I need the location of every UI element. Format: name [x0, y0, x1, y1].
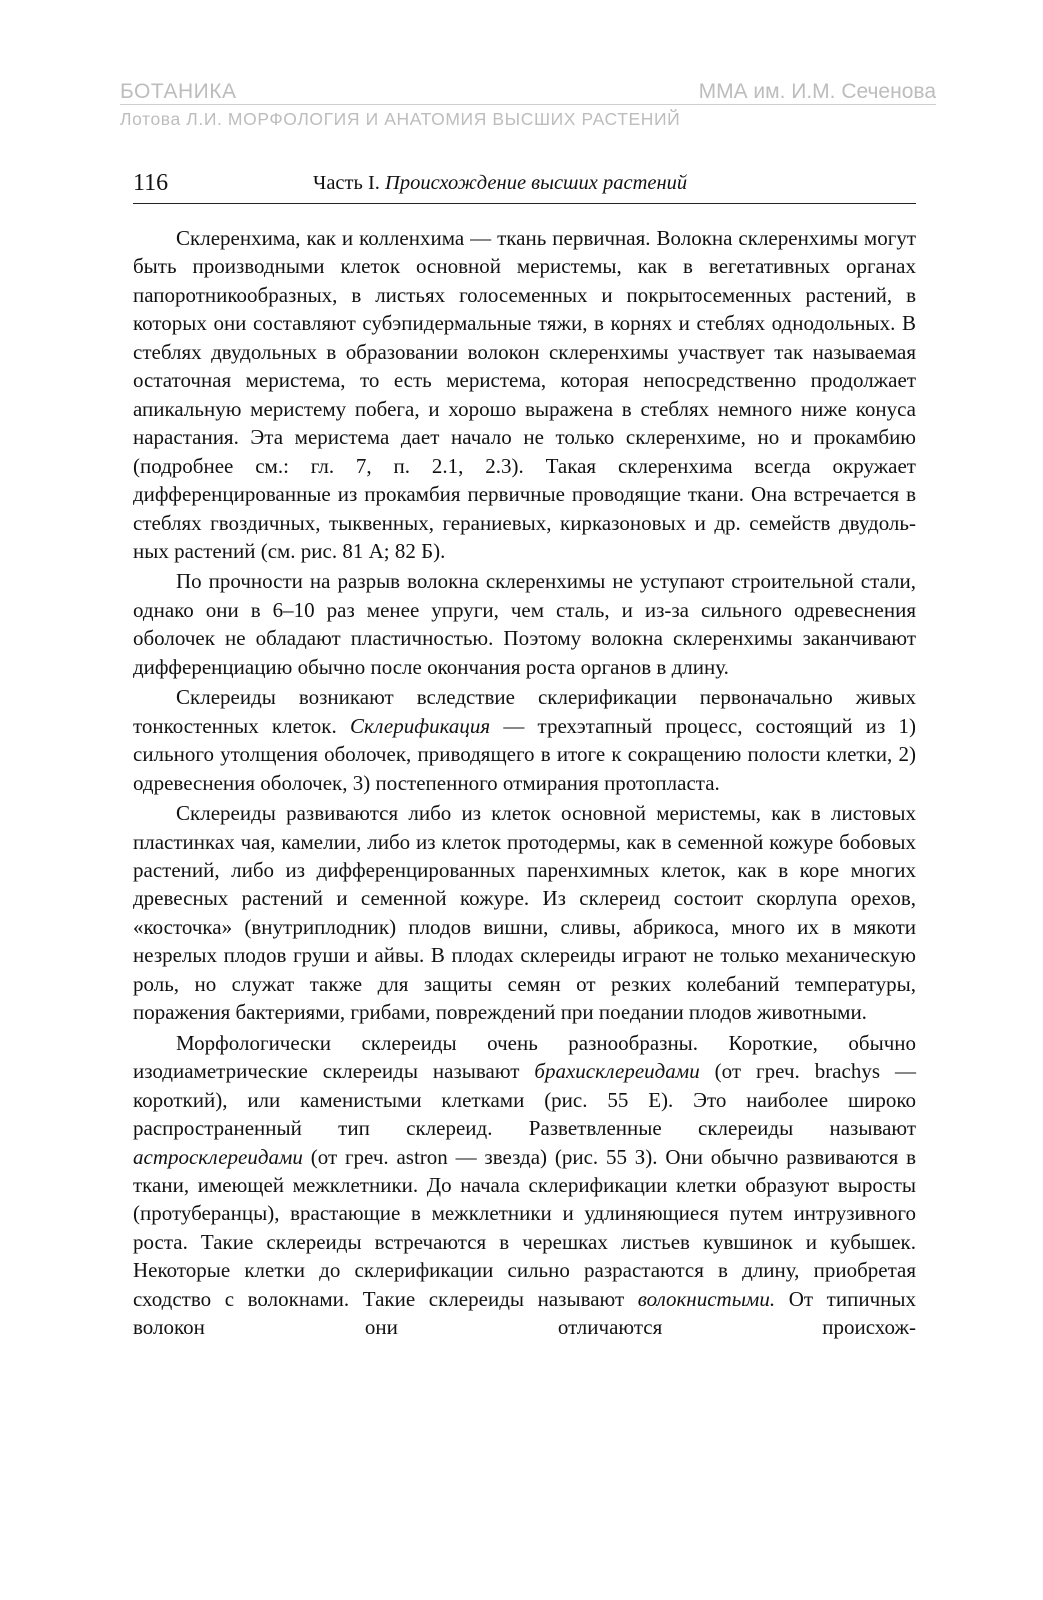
paragraph-sclereid-types [133, 1029, 916, 1342]
term-astrosclereids: астросклереидами [133, 1144, 303, 1169]
running-header [133, 170, 916, 204]
term-fibrous: волокнистыми. [637, 1286, 776, 1311]
paragraph-strength: По прочности на разрыв волокна склеренхимы не уступают строительной стали, однако они в 6–10 раз менее упруги, чем сталь, и из-за сильного одревеснения оболочек не обладают пластичностью. Поэтому волокна склеренхимы заканчивают дифференциацию обычно после окончания роста органов в длину. [133, 569, 916, 679]
header-rule [133, 203, 916, 204]
part-label: Часть I. [313, 172, 380, 194]
watermark-subject: БОТАНИКА [120, 80, 237, 103]
term-brachysclereids: брахисклереидами [534, 1059, 700, 1084]
watermark-book-title: Лотова Л.И. МОРФОЛОГИЯ И АНАТОМИЯ ВЫСШИХ РАСТЕНИЙ [120, 109, 681, 129]
part-title: Происхождение высших растений [385, 172, 688, 194]
term-sclerification: Склерификация [349, 713, 491, 738]
paragraph-sclerification [133, 683, 916, 797]
paragraph-text: Морфологически склереиды очень разнообразны. Короткие, обычно изодиаметрические склереиды называют [133, 1030, 916, 1084]
watermark-institution: ММА им. И.М. Сеченова [698, 80, 936, 103]
paragraph-sclerenchyma: Склеренхима, как и колленхима — ткань первичная. Волокна склеренхимы могут быть производными клеток основной меристемы, как в вегетативных органах папоротникообразных, в листьях голосеменных и покрытосеменных растений, в которых они составляют субэпидермальные тяжи, в корнях и стеблях однодольных. В стеблях двудольных в образовании волокон склеренхимы участвует так называемая остаточная меристема, то есть меристема, которая непосредственно продолжает апикальную меристему побега, и хорошо выражена в стеблях немного ниже конуса нарастания. Эта меристема дает начало не только склеренхиме, но и прокамбию (подробнее см.: гл. 7, п. 2.1, 2.3). Такая склеренхима всегда окружает дифференцированные из прокамбия первичные проводящие ткани. Она встречается в стеблях гвоздичных, тыквенных, гераниевых, кирказоновых и др. семейств двудольных растений (см. рис. 81 А; 82 Б). [133, 226, 916, 563]
paragraph-sclereid-origin: Склереиды развиваются либо из клеток основной меристемы, как в листовых пластинках чая, камелии, либо из клеток протодермы, как в семенной кожуре бобовых растений, либо из дифференцированных паренхимных клеток, как в коре многих древесных растений и семенной кожуре. Из склереид состоит скорлупа орехов, «косточка» (внутриплодник) плодов вишни, сливы, абрикоса, много их в мякоти незрелых плодов груши и айвы. В плодах склереиды играют не только механическую роль, но служат также для защиты семян от резких колебаний температуры, поражения бактериями, грибами, повреждений при поедании плодов животными. [133, 801, 916, 1025]
paragraph-text: Склереиды возникают вследствие склерификации первоначально живых тонкостенных клеток. [133, 685, 916, 738]
body-text [133, 224, 916, 1342]
page-number: 116 [133, 170, 169, 196]
running-title [313, 172, 687, 195]
watermark-top-row [120, 80, 936, 104]
watermark-divider [120, 104, 936, 105]
paragraph-text: — трехэтапный процесс, состоящий из 1) сильного утолщения оболочек, приводящего в итоге к сокращению полости клетки, 2) одревеснения оболочек, 3) постепенного отмирания протопласта. [133, 713, 917, 795]
paragraph-text: (от греч. brachys — короткий), или каменистыми клетками (рис. 55 Е). Это наиболее широко распространенный тип склереид. Разветвленные склереиды называют [133, 1059, 916, 1141]
paragraph-text: (от греч. astron — звезда) (рис. 55 З). Они обычно развиваются в ткани, имеющей межклетники. До начала склерификации клетки образуют выросты (протуберанцы), врастающие в межклетники и удлиняющиеся путем интрузивного роста. Такие склереиды встречаются в черешках листьев кувшинок и кубышек. Некоторые клетки до склерификации сильно разрастаются в длину, приобретая сходство с волокнами. Такие склереиды называют [133, 1144, 917, 1311]
paragraph-text: От типичных волокон они отличаются происхож- [133, 1286, 916, 1340]
